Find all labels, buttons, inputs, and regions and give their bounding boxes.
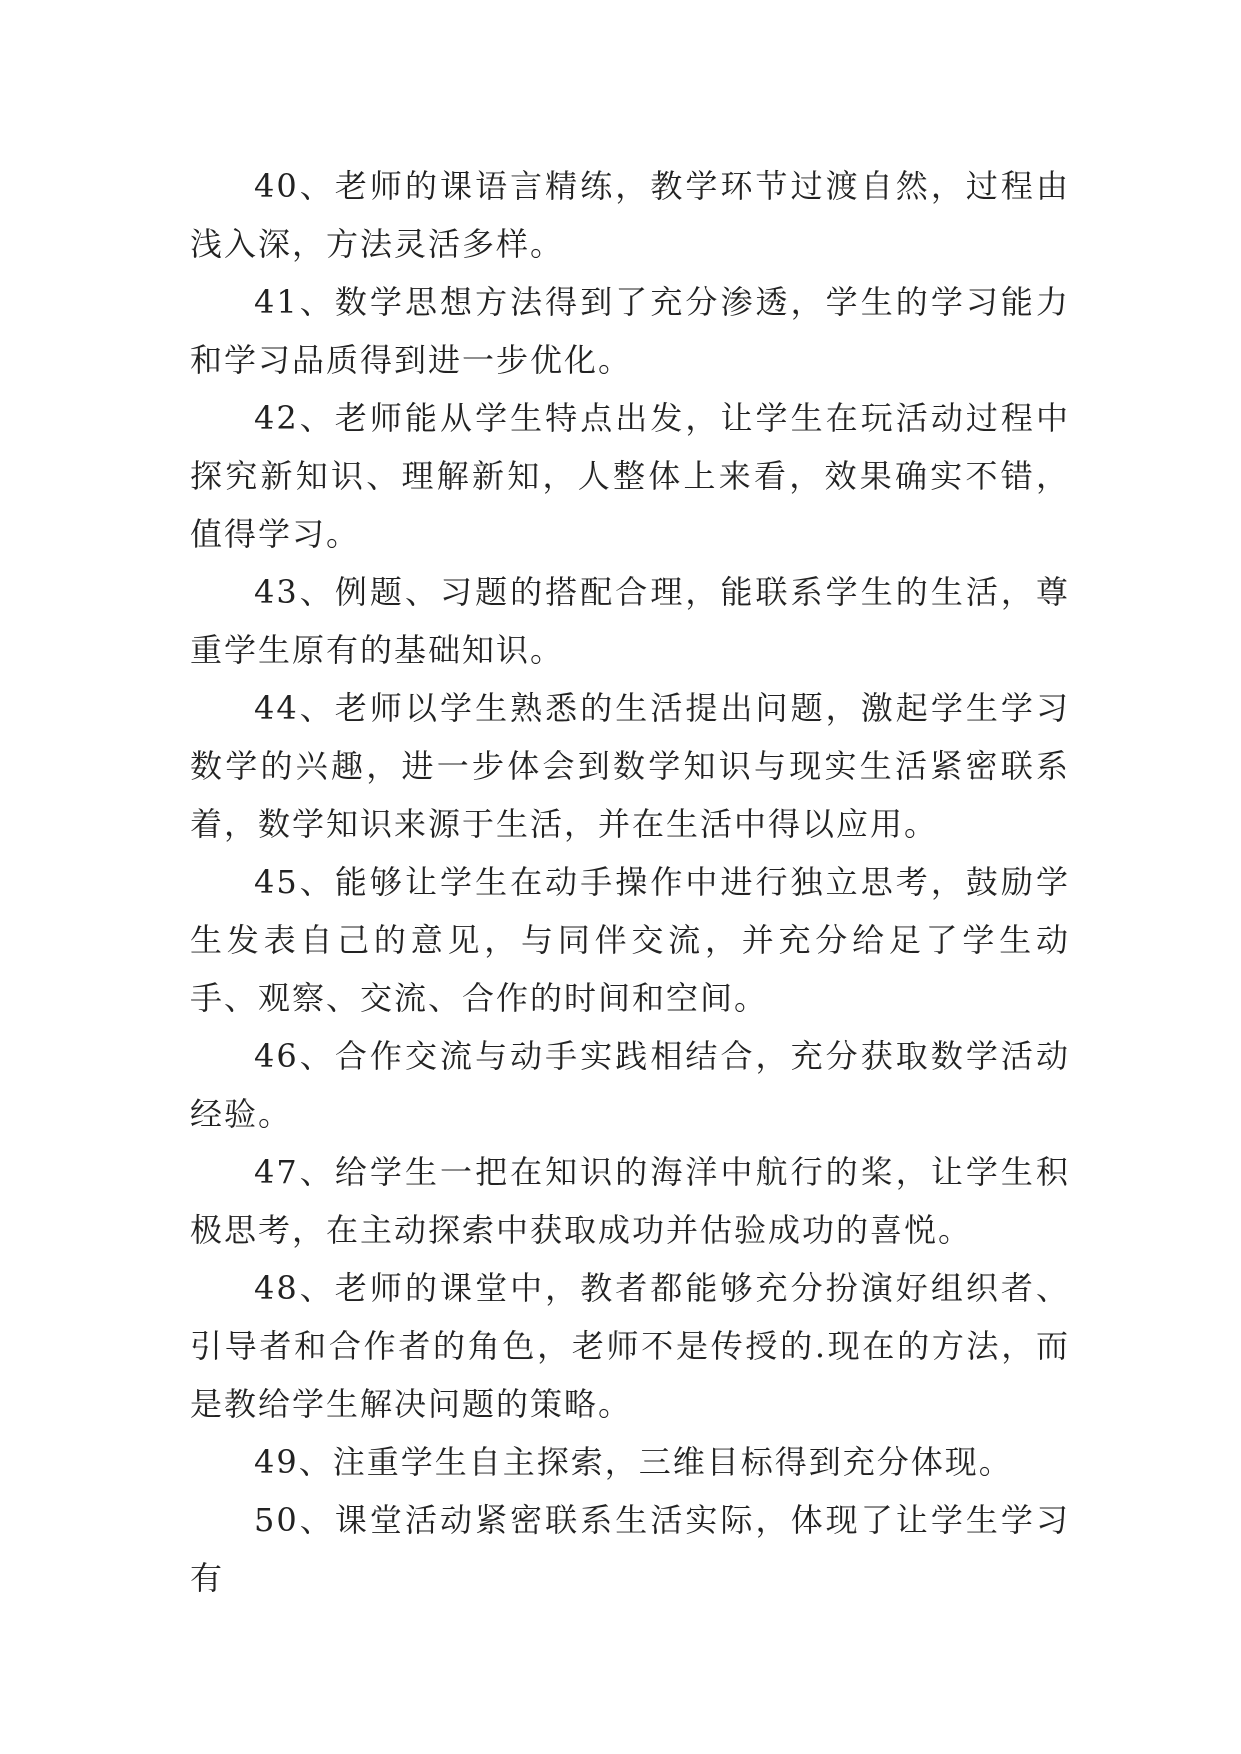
paragraph-40: 40、老师的课语言精练，教学环节过渡自然，过程由浅入深，方法灵活多样。 [190,167,1070,263]
paragraph-43: 43、例题、习题的搭配合理，能联系学生的生活，尊重学生原有的基础知识。 [190,573,1070,669]
paragraph-50: 50、课堂活动紧密联系生活实际，体现了让学生学习有 [190,1501,1070,1597]
paragraph-45: 45、能够让学生在动手操作中进行独立思考，鼓励学生发表自己的意见，与同伴交流，并充分给足了学生动手、观察、交流、合作的时间和空间。 [190,863,1070,1017]
document-body [190,157,1070,1607]
paragraph-42: 42、老师能从学生特点出发，让学生在玩活动过程中探究新知识、理解新知，人整体上来看，效果确实不错，值得学习。 [190,399,1070,553]
paragraph-48: 48、老师的课堂中，教者都能够充分扮演好组织者、引导者和合作者的角色，老师不是传授的.现在的方法，而是教给学生解决问题的策略。 [190,1269,1070,1423]
paragraph-47: 47、给学生一把在知识的海洋中航行的桨，让学生积极思考，在主动探索中获取成功并估验成功的喜悦。 [190,1153,1070,1249]
paragraph-41: 41、数学思想方法得到了充分渗透，学生的学习能力和学习品质得到进一步优化。 [190,283,1070,379]
paragraph-49: 49、注重学生自主探索，三维目标得到充分体现。 [254,1443,1013,1481]
paragraph-46: 46、合作交流与动手实践相结合，充分获取数学活动经验。 [190,1037,1070,1133]
paragraph-44: 44、老师以学生熟悉的生活提出问题，激起学生学习数学的兴趣，进一步体会到数学知识与现实生活紧密联系着，数学知识来源于生活，并在生活中得以应用。 [190,689,1070,843]
